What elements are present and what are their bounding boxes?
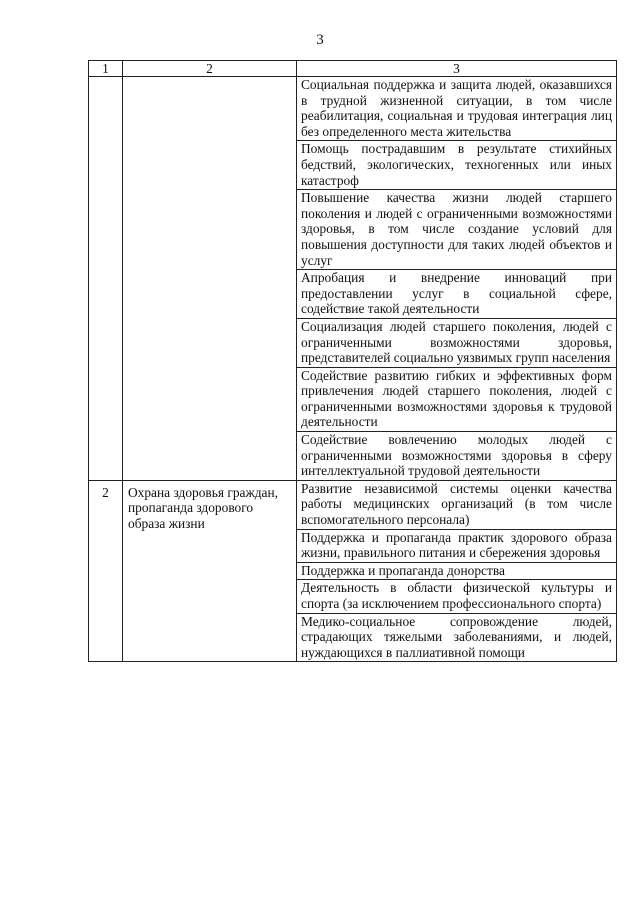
item-cell: Социализация людей старшего поколения, людей с ограниченными возможностями здоровья, представителей социально уязвимых групп населения	[297, 318, 617, 367]
item-cell: Содействие вовлечению молодых людей с ограниченными возможностями здоровья в сферу интеллектуальной трудовой деятельности	[297, 432, 617, 481]
item-cell: Поддержка и пропаганда практик здорового образа жизни, правильного питания и сбережения здоровья	[297, 529, 617, 562]
item-cell: Повышение качества жизни людей старшего поколения и людей с ограниченными возможностями здоровья, в том числе создание условий для повышения доступности для таких людей объектов и услуг	[297, 190, 617, 270]
row-number: 2	[89, 480, 123, 662]
item-cell: Содействие развитию гибких и эффективных форм привлечения людей старшего поколения, людей с ограниченными возможностями здоровья к трудовой деятельности	[297, 367, 617, 431]
header-col-3: 3	[297, 61, 617, 77]
table-row	[89, 77, 617, 141]
header-col-2: 2	[123, 61, 297, 77]
item-cell: Развитие независимой системы оценки качества работы медицинских организаций (в том числе вспомогательного персонала)	[297, 480, 617, 529]
table-row	[89, 480, 617, 529]
item-cell: Деятельность в области физической культуры и спорта (за исключением профессионального спорта)	[297, 580, 617, 613]
row-number	[89, 77, 123, 481]
item-cell: Социальная поддержка и защита людей, оказавшихся в трудной жизненной ситуации, в том числе реабилитация, социальная и трудовая интеграция лиц без определенного места жительства	[297, 77, 617, 141]
item-cell: Помощь пострадавшим в результате стихийных бедствий, экологических, техногенных или иных катастроф	[297, 141, 617, 190]
item-cell: Апробация и внедрение инноваций при предоставлении услуг в социальной сфере, содействие такой деятельности	[297, 270, 617, 319]
topic-cell: Охрана здоровья граждан, пропаганда здорового образа жизни	[123, 480, 297, 662]
page-number: 3	[316, 32, 324, 48]
header-row	[89, 61, 617, 77]
header-col-1: 1	[89, 61, 123, 77]
item-cell: Медико-социальное сопровождение людей, страдающих тяжелыми заболеваниями, и людей, нуждающихся в паллиативной помощи	[297, 613, 617, 662]
priority-areas-table	[88, 60, 617, 662]
topic-cell	[123, 77, 297, 481]
item-cell: Поддержка и пропаганда донорства	[297, 562, 617, 580]
